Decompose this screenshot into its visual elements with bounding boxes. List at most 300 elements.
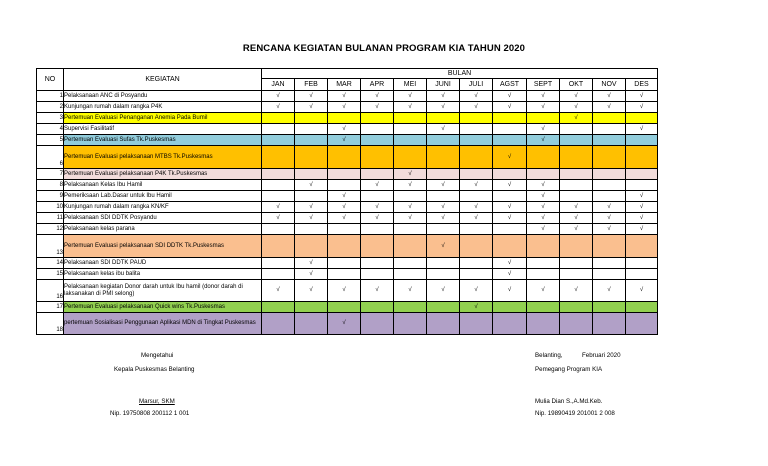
month-cell [295,102,328,113]
check-mark: √ [474,303,478,310]
month-cell [626,213,658,224]
check-mark: √ [441,92,445,99]
month-cell [527,113,560,124]
month-cell [626,302,658,313]
month-cell [560,135,593,146]
month-cell [593,191,626,202]
month-cell [328,213,361,224]
month-cell [493,224,527,235]
month-cell [493,202,527,213]
row-number: 8 [37,180,64,191]
check-mark: √ [507,259,512,266]
check-mark: √ [342,192,346,199]
activity-name: Pelaksanaan ANC di Posyandu [64,91,262,102]
check-mark: √ [474,181,478,188]
check-mark: √ [607,225,611,232]
month-cell [328,146,361,169]
month-cell [460,280,493,302]
month-cell [493,269,527,280]
month-cell [460,124,493,135]
left-signature-nip: Nip. 19750808 200112 1 001 [110,410,190,417]
check-mark: √ [276,203,280,210]
month-cell [460,213,493,224]
month-cell [361,213,394,224]
month-cell [328,202,361,213]
month-cell [394,269,427,280]
month-cell [361,258,394,269]
month-cell [394,213,427,224]
month-cell [560,313,593,335]
month-cell [427,302,460,313]
month-cell [361,91,394,102]
month-cell [493,302,527,313]
table-row [37,269,658,280]
month-cell [493,169,527,180]
month-cell [262,235,295,258]
check-mark: √ [474,103,478,110]
month-cell [493,146,527,169]
check-mark: √ [607,103,611,110]
month-cell [460,91,493,102]
table-row [37,124,658,135]
month-cell [460,169,493,180]
month-cell [560,258,593,269]
check-mark: √ [574,287,578,293]
table-row [37,146,658,169]
check-mark: √ [342,136,346,143]
month-cell [593,224,626,235]
table-row [37,213,658,224]
row-number: 15 [37,269,64,280]
month-cell [262,169,295,180]
month-cell [493,91,527,102]
check-mark: √ [441,125,445,132]
month-cell [361,202,394,213]
check-mark: √ [507,153,512,160]
row-number: 11 [37,213,64,224]
right-signature-nip: Nip. 19890419 201001 2 008 [535,410,615,417]
month-cell [394,313,427,335]
month-cell [626,258,658,269]
month-cell [593,135,626,146]
activity-name: Pertemuan Evaluasi Sufas Tk.Puskesmas [64,135,262,146]
row-number: 7 [37,169,64,180]
month-cell [626,169,658,180]
month-cell [527,135,560,146]
row-number: 3 [37,113,64,124]
activity-name: Pertemuan Evaluasi Penanganan Anemia Pada Bumil [64,113,262,124]
month-cell [493,313,527,335]
month-cell [593,213,626,224]
activity-name: Pelaksanaan Kelas Ibu Hamil [64,180,262,191]
month-cell [361,124,394,135]
month-cell [295,135,328,146]
month-cell [527,146,560,169]
month-cell [427,269,460,280]
month-cell [328,280,361,302]
month-cell [394,146,427,169]
month-cell [394,302,427,313]
month-cell [295,313,328,335]
month-cell [361,224,394,235]
check-mark: √ [276,92,280,99]
right-signature-name: Mulia Dian S.,A.Md.Keb. [535,398,603,405]
check-mark: √ [309,287,313,293]
month-cell [295,180,328,191]
month-cell [295,213,328,224]
check-mark: √ [342,125,346,132]
month-cell [262,213,295,224]
month-cell [361,169,394,180]
month-cell [361,280,394,302]
month-cell [560,191,593,202]
month-cell [626,124,658,135]
month-cell [262,258,295,269]
month-cell [593,91,626,102]
month-cell [262,191,295,202]
check-mark: √ [541,125,545,132]
check-mark: √ [441,103,445,110]
row-number: 16 [37,280,64,302]
month-cell [493,280,527,302]
month-cell [493,191,527,202]
month-cell [262,202,295,213]
month-cell [593,280,626,302]
check-mark: √ [541,192,545,199]
table-row [37,113,658,124]
month-cell [394,124,427,135]
month-cell [427,91,460,102]
month-cell [262,113,295,124]
month-cell [626,202,658,213]
month-cell [427,180,460,191]
check-mark: √ [375,287,379,293]
month-cell [593,146,626,169]
month-cell [328,302,361,313]
check-mark: √ [375,214,379,221]
month-cell [427,113,460,124]
month-cell [560,202,593,213]
check-mark: √ [342,214,346,221]
month-cell [626,180,658,191]
month-cell [361,235,394,258]
month-cell [626,280,658,302]
table-row [37,202,658,213]
month-cell [493,102,527,113]
check-mark: √ [474,203,478,210]
check-mark: √ [507,214,512,221]
month-cell [527,169,560,180]
month-cell [361,313,394,335]
right-signature-date: Februari 2020 [582,352,621,359]
check-mark: √ [639,92,644,99]
month-cell [460,224,493,235]
header-month-feb: FEB [295,79,328,91]
activity-name: Pelaksanaan kelas parana [64,224,262,235]
month-cell [394,258,427,269]
month-cell [593,180,626,191]
month-cell [295,191,328,202]
month-cell [593,113,626,124]
month-cell [527,180,560,191]
check-mark: √ [639,125,644,132]
check-mark: √ [474,214,478,221]
month-cell [560,169,593,180]
header-month-mei: MEI [394,79,427,91]
month-cell [262,313,295,335]
table-row [37,224,658,235]
month-cell [493,235,527,258]
month-cell [295,146,328,169]
month-cell [460,258,493,269]
month-cell [427,146,460,169]
check-mark: √ [441,242,445,249]
row-number: 18 [37,313,64,335]
month-cell [328,91,361,102]
right-signature-position: Pemegang Program KIA [535,366,603,373]
month-cell [328,235,361,258]
month-cell [593,302,626,313]
month-cell [560,91,593,102]
table-row [37,180,658,191]
check-mark: √ [541,103,545,110]
month-cell [427,102,460,113]
month-cell [527,213,560,224]
month-cell [527,280,560,302]
month-cell [361,113,394,124]
check-mark: √ [541,225,545,232]
header-activity: KEGIATAN [64,69,262,91]
month-cell [295,258,328,269]
left-signature-position: Kepala Puskesmas Belanting [114,366,195,373]
month-cell [328,135,361,146]
month-cell [626,91,658,102]
month-cell [394,113,427,124]
month-cell [295,113,328,124]
month-cell [460,135,493,146]
month-cell [527,91,560,102]
month-cell [626,191,658,202]
check-mark: √ [309,259,313,266]
month-cell [394,280,427,302]
month-cell [560,124,593,135]
left-signature-line1: Mengetahui [141,352,174,359]
check-mark: √ [309,103,313,110]
row-number: 6 [37,146,64,169]
month-cell [493,124,527,135]
check-mark: √ [507,203,512,210]
month-cell [460,302,493,313]
month-cell [394,135,427,146]
month-cell [427,124,460,135]
month-cell [394,191,427,202]
month-cell [460,113,493,124]
month-cell [626,113,658,124]
row-number: 9 [37,191,64,202]
table-row [37,258,658,269]
check-mark: √ [375,181,379,188]
table-row [37,302,658,313]
check-mark: √ [607,203,611,210]
table-row [37,102,658,113]
row-number: 13 [37,235,64,258]
check-mark: √ [639,225,644,232]
activity-name: Pertemuan Evaluasi pelaksanaan Quick wins Tk.Puskesmas [64,302,262,313]
month-cell [328,169,361,180]
activity-name: Kunjungan rumah dalam rangka KN/KF [64,202,262,213]
month-cell [427,258,460,269]
month-cell [593,269,626,280]
month-cell [560,224,593,235]
check-mark: √ [408,92,412,99]
check-mark: √ [639,192,644,199]
row-number: 14 [37,258,64,269]
month-cell [460,313,493,335]
check-mark: √ [541,136,545,143]
activity-name: Pemeriksaan Lab.Dasar untuk Ibu Hamil [64,191,262,202]
check-mark: √ [541,214,545,221]
check-mark: √ [408,203,412,210]
month-cell [262,180,295,191]
month-cell [427,235,460,258]
month-cell [527,269,560,280]
header-month-mar: MAR [328,79,361,91]
month-cell [394,224,427,235]
check-mark: √ [507,287,512,293]
check-mark: √ [309,214,313,221]
check-mark: √ [574,214,578,221]
month-cell [262,280,295,302]
header-no: NO [37,69,64,91]
check-mark: √ [441,214,445,221]
month-cell [394,102,427,113]
check-mark: √ [507,92,512,99]
check-mark: √ [408,181,412,188]
check-mark: √ [309,270,313,277]
month-cell [527,124,560,135]
check-mark: √ [375,203,379,210]
month-cell [262,124,295,135]
month-cell [593,258,626,269]
month-cell [527,258,560,269]
month-cell [361,302,394,313]
month-cell [394,235,427,258]
check-mark: √ [541,203,545,210]
table-row [37,91,658,102]
check-mark: √ [607,287,611,293]
month-cell [560,146,593,169]
activity-name: Pertemuan Evaluasi pelaksanaan MTBS Tk.Puskesmas [64,146,262,169]
check-mark: √ [639,103,644,110]
left-signature-name: Marsur, SKM [139,398,175,405]
check-mark: √ [574,225,578,232]
check-mark: √ [342,287,346,293]
table-row [37,169,658,180]
month-cell [295,202,328,213]
check-mark: √ [474,92,478,99]
month-cell [560,235,593,258]
month-cell [427,191,460,202]
activity-name: Pertemuan Evaluasi pelaksanaan P4K Tk.Puskesmas [64,169,262,180]
month-cell [328,224,361,235]
header-month-des: DES [626,79,658,91]
month-cell [593,124,626,135]
activity-name: Pelaksanaan kegiatan Donor darah untuk Ibu hamil (donor darah di laksanakan di PMI selong) [64,280,262,302]
month-cell [295,91,328,102]
month-cell [262,302,295,313]
month-cell [527,302,560,313]
month-cell [493,113,527,124]
activity-name: Pertemuan Evaluasi pelaksanaan SDI DDTK Tk.Puskesmas [64,235,262,258]
check-mark: √ [574,103,578,110]
table-row [37,135,658,146]
month-cell [328,102,361,113]
month-cell [427,280,460,302]
month-cell [262,146,295,169]
row-number: 2 [37,102,64,113]
page-title: RENCANA KEGIATAN BULANAN PROGRAM KIA TAHUN 2020 [242,43,526,54]
header-month-group: BULAN [262,69,658,79]
check-mark: √ [441,181,445,188]
month-cell [295,280,328,302]
month-cell [593,169,626,180]
check-mark: √ [342,92,346,99]
month-cell [427,135,460,146]
month-cell [328,269,361,280]
header-month-juli: JULI [460,79,493,91]
header-month-apr: APR [361,79,394,91]
month-cell [295,269,328,280]
month-cell [262,224,295,235]
check-mark: √ [607,92,611,99]
check-mark: √ [574,114,578,121]
check-mark: √ [375,103,379,110]
table-row [37,191,658,202]
month-cell [361,135,394,146]
month-cell [460,146,493,169]
check-mark: √ [309,203,313,210]
month-cell [527,102,560,113]
month-cell [560,180,593,191]
month-cell [394,169,427,180]
month-cell [527,202,560,213]
month-cell [361,102,394,113]
month-cell [493,258,527,269]
month-cell [328,124,361,135]
month-cell [427,202,460,213]
table-row [37,313,658,335]
check-mark: √ [541,287,545,293]
month-cell [593,202,626,213]
month-cell [394,180,427,191]
check-mark: √ [639,214,644,221]
month-cell [328,258,361,269]
row-number: 12 [37,224,64,235]
table-row [37,280,658,302]
row-number: 17 [37,302,64,313]
activity-name: pertemuan Sosialisasi Penggunaan Aplikasi MDN di Tingkat Puskesmas [64,313,262,335]
month-cell [427,213,460,224]
month-cell [328,113,361,124]
month-cell [460,235,493,258]
month-cell [560,302,593,313]
month-cell [593,235,626,258]
month-cell [295,235,328,258]
month-cell [626,313,658,335]
table-row [37,235,658,258]
month-cell [527,191,560,202]
check-mark: √ [408,170,412,177]
